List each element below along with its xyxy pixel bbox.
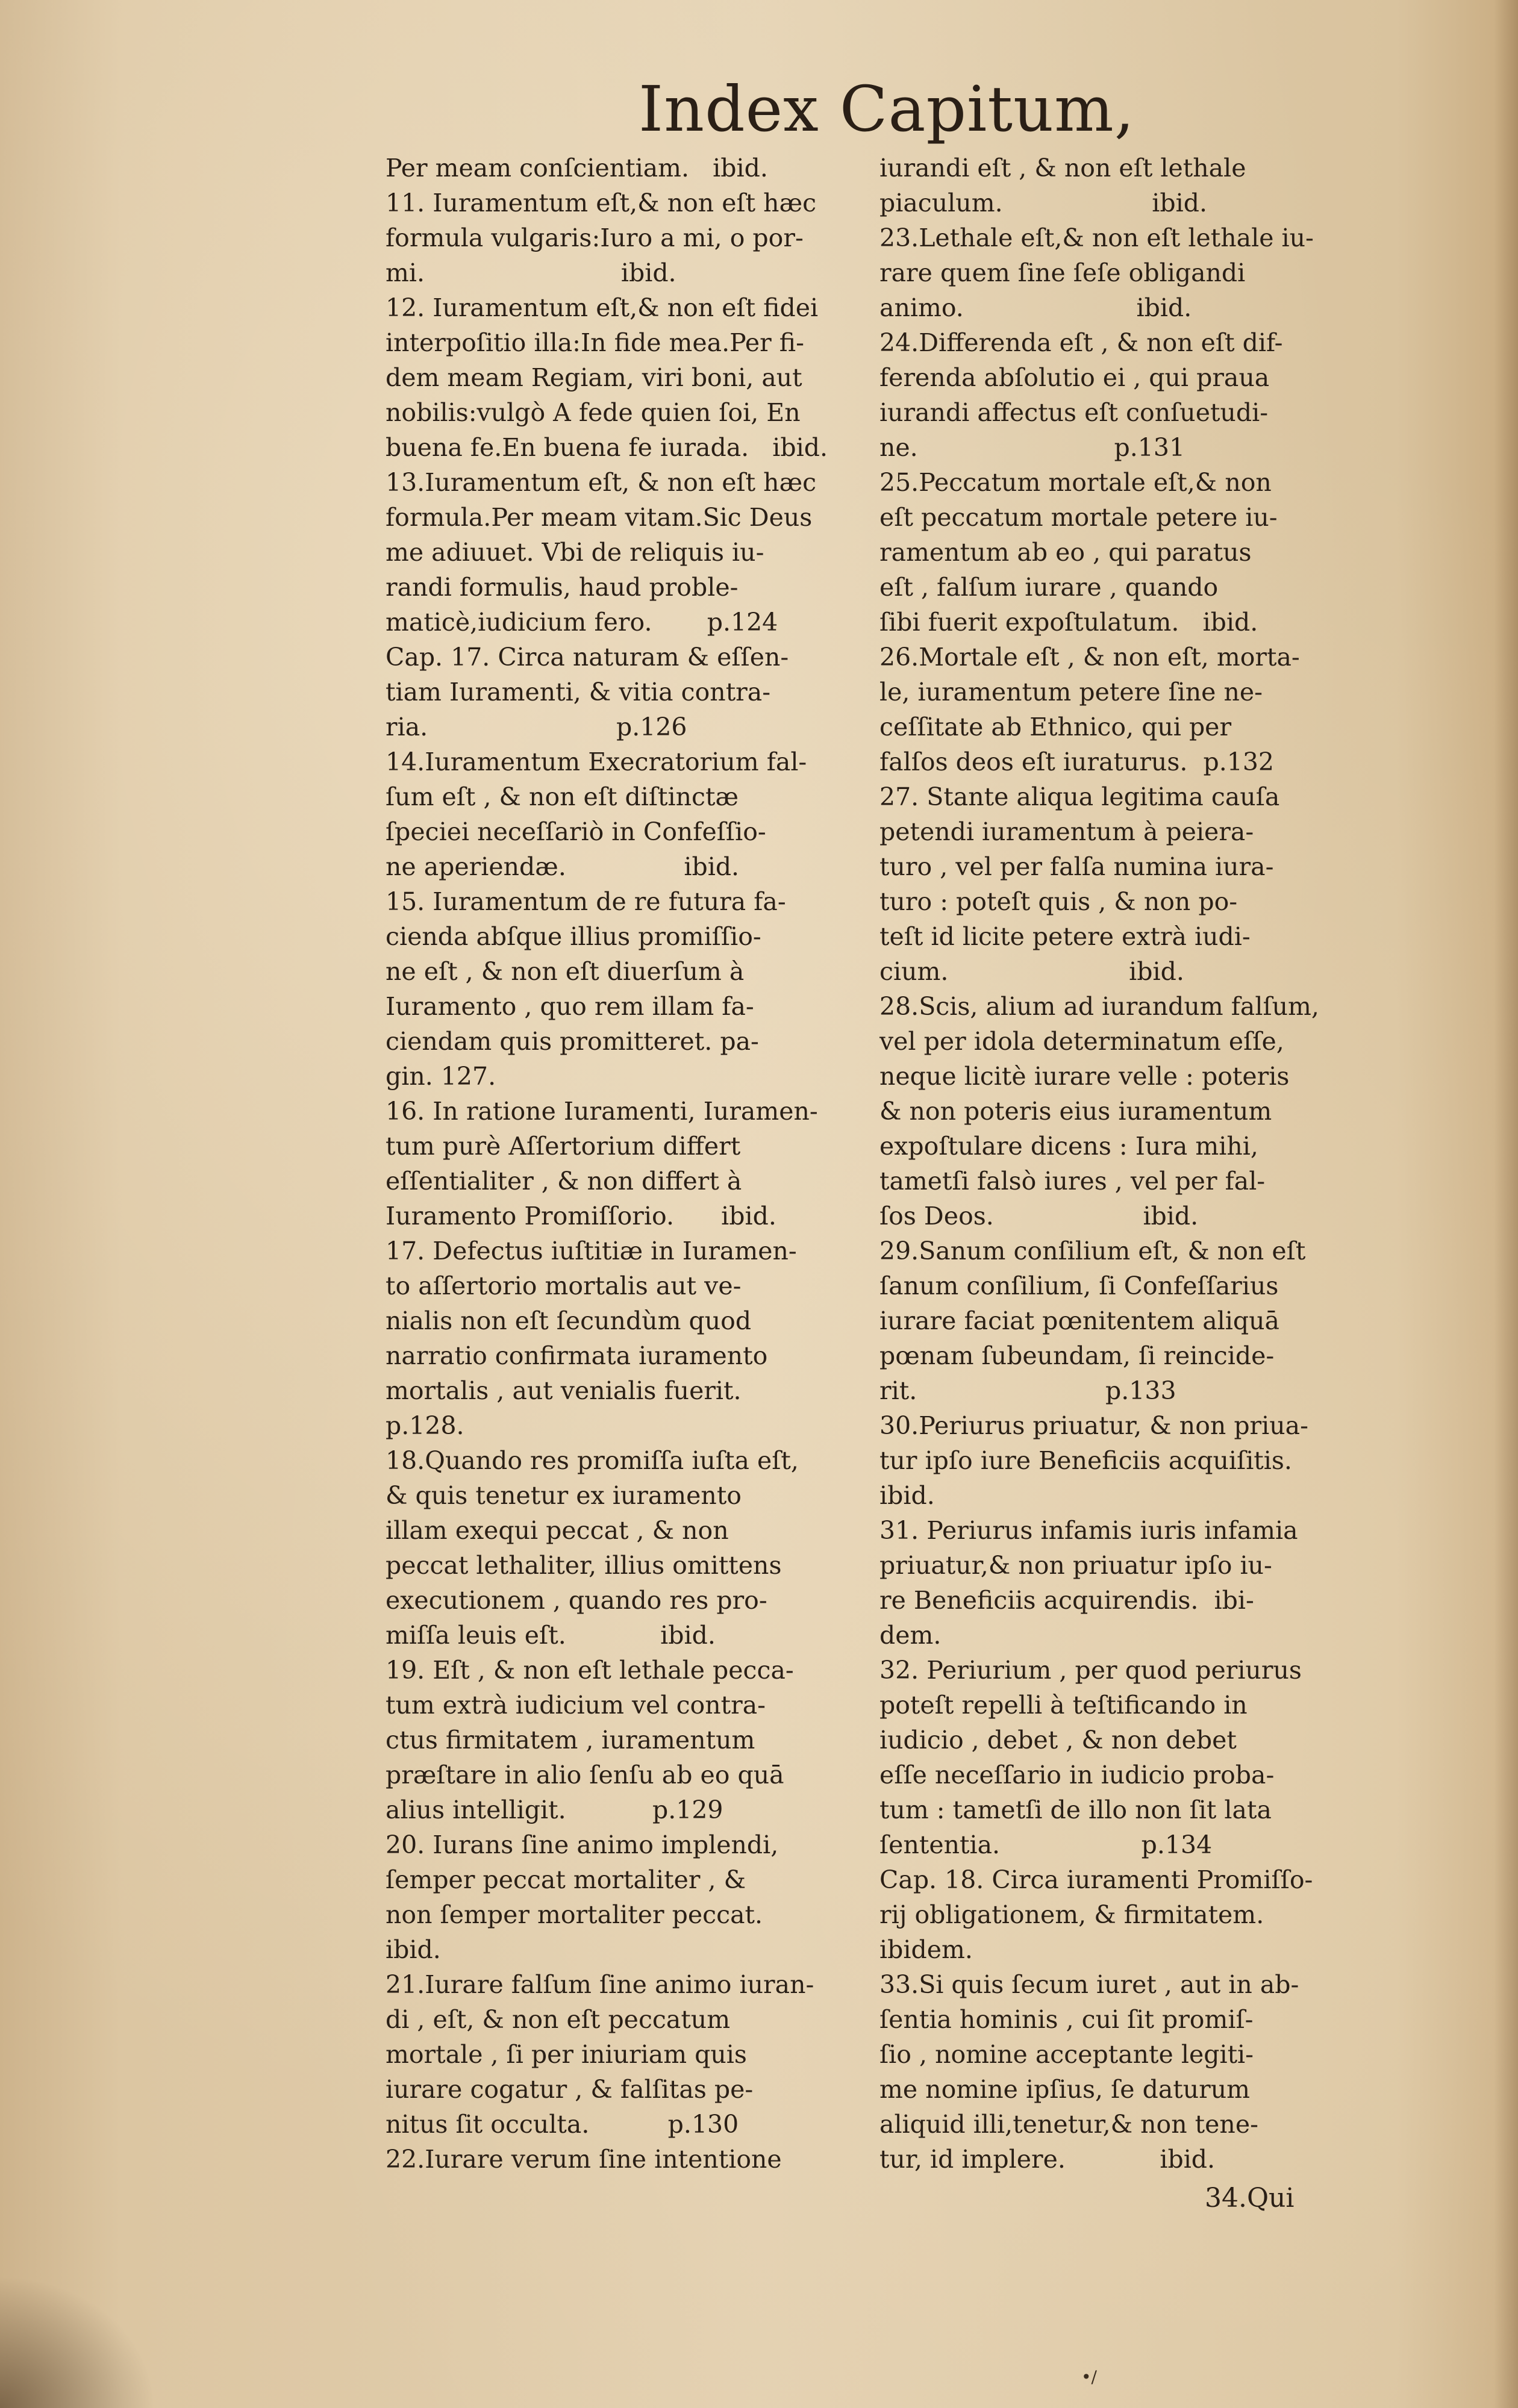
index-line: ibid.: [386, 1935, 441, 1964]
page-title: Index Capitum,: [639, 72, 1135, 146]
index-line: expoſtulare dicens : Iura mihi,: [879, 1132, 1258, 1161]
index-line: ſemper peccat mortaliter , &: [386, 1865, 746, 1894]
index-line: tum extrà iudicium vel contra-: [386, 1691, 766, 1720]
index-line: falſos deos eſt iuraturus. p.132: [879, 747, 1274, 776]
printer-mark: •/: [1081, 2367, 1097, 2387]
index-line: ne eſt , & non eſt diuerſum à: [386, 957, 745, 986]
index-line: ſanum conſilium, ſi Confeſſarius: [879, 1271, 1279, 1300]
index-line: 14.Iuramentum Execratorium fal-: [386, 747, 807, 776]
index-line: 29.Sanum conſilium eſt, & non eſt: [879, 1237, 1306, 1265]
index-line: ſos Deos. ibid.: [879, 1202, 1199, 1231]
index-line: interpoſitio illa:In fide mea.Per fi-: [386, 328, 804, 357]
index-line: 33.Si quis ſecum iuret , aut in ab-: [879, 1970, 1299, 1999]
index-line: dem meam Regiam, viri boni, aut: [386, 363, 802, 392]
index-line: cium. ibid.: [879, 957, 1184, 986]
index-line: iurare faciat pœnitentem aliquā: [879, 1306, 1279, 1335]
index-line: præſtare in alio ſenſu ab eo quā: [386, 1761, 784, 1789]
index-line: non ſemper mortaliter peccat.: [386, 1900, 763, 1929]
index-line: illam exequi peccat , & non: [386, 1516, 729, 1545]
index-line: animo. ibid.: [879, 293, 1192, 322]
index-line: eſſentialiter , & non differt à: [386, 1167, 742, 1196]
index-column-left: [386, 151, 904, 2177]
index-line: neque licitè iurare velle : poteris: [879, 1062, 1290, 1091]
index-line: ſententia. p.134: [879, 1830, 1213, 1859]
index-line: ſentia hominis , cui ſit promiſ-: [879, 2005, 1254, 2034]
index-line: ciendam quis promitteret. pa-: [386, 1027, 759, 1056]
index-line: re Beneficiis acquirendis. ibi-: [879, 1586, 1254, 1615]
index-line: cienda abſque illius promiſſio-: [386, 922, 761, 951]
index-line: 15. Iuramentum de re futura fa-: [386, 887, 786, 916]
index-line: 12. Iuramentum eſt,& non eſt fidei: [386, 293, 819, 322]
index-line: to aſſertorio mortalis aut ve-: [386, 1271, 742, 1300]
page-edge-shadow: [1494, 0, 1518, 2408]
index-line: maticè,iudicium fero. p.124: [386, 608, 778, 637]
index-line: mortalis , aut venialis fuerit.: [386, 1376, 742, 1405]
index-line: mi. ibid.: [386, 258, 676, 287]
index-line: tur ipſo iure Beneficiis acquiſitis.: [879, 1446, 1292, 1475]
index-line: & non poteris eius iuramentum: [879, 1097, 1272, 1126]
index-line: tiam Iuramenti, & vitia contra-: [386, 678, 771, 706]
index-line: tum : tametſi de illo non ſit lata: [879, 1795, 1272, 1824]
index-line: p.128.: [386, 1411, 464, 1440]
index-line: formula vulgaris:Iuro a mi, o por-: [386, 223, 804, 252]
index-line: eſt peccatum mortale petere iu-: [879, 503, 1278, 532]
index-line: 21.Iurare falſum ſine animo iuran-: [386, 1970, 814, 1999]
index-line: ne. p.131: [879, 433, 1185, 462]
index-line: gin. 127.: [386, 1062, 496, 1091]
index-line: pœnam ſubeundam, ſi reincide-: [879, 1341, 1275, 1370]
index-line: alius intelligit. p.129: [386, 1795, 723, 1824]
index-line: 32. Periurium , per quod periurus: [879, 1656, 1302, 1685]
index-line: iurandi eſt , & non eſt lethale: [879, 154, 1246, 182]
index-line: vel per idola determinatum eſſe,: [879, 1027, 1284, 1056]
index-line: Iuramento , quo rem illam fa-: [386, 992, 754, 1021]
index-line: teſt id licite petere extrà iudi-: [879, 922, 1251, 951]
index-line: 19. Eſt , & non eſt lethale pecca-: [386, 1656, 794, 1685]
index-line: 22.Iurare verum ſine intentione: [386, 2145, 782, 2174]
index-line: di , eſt, & non eſt peccatum: [386, 2005, 731, 2034]
index-line: mortale , ſi per iniuriam quis: [386, 2040, 747, 2069]
index-line: ſibi fuerit expoſtulatum. ibid.: [879, 608, 1258, 637]
index-line: executionem , quando res pro-: [386, 1586, 767, 1615]
index-line: nitus ſit occulta. p.130: [386, 2110, 739, 2139]
index-line: petendi iuramentum à peiera-: [879, 817, 1254, 846]
index-line: ferenda abſolutio ei , qui praua: [879, 363, 1270, 392]
index-line: ne aperiendæ. ibid.: [386, 852, 740, 881]
index-line: 24.Differenda eſt , & non eſt dif-: [879, 328, 1283, 357]
index-line: Cap. 18. Circa iuramenti Promiſſo-: [879, 1865, 1313, 1894]
index-line: randi formulis, haud proble-: [386, 573, 739, 602]
index-line: tur, id implere. ibid.: [879, 2145, 1216, 2174]
catchword: 34.Qui: [1205, 2183, 1295, 2213]
index-line: me adiuuet. Vbi de reliquis iu-: [386, 538, 764, 567]
index-line: & quis tenetur ex iuramento: [386, 1481, 742, 1510]
index-line: dem.: [879, 1621, 942, 1650]
index-line: Cap. 17. Circa naturam & eſſen-: [386, 643, 789, 672]
index-line: 30.Periurus priuatur, & non priua-: [879, 1411, 1308, 1440]
index-line: piaculum. ibid.: [879, 189, 1207, 217]
index-line: rij obligationem, & firmitatem.: [879, 1900, 1264, 1929]
index-line: turo , vel per falſa numina iura-: [879, 852, 1274, 881]
index-line: rare quem ſine ſeſe obligandi: [879, 258, 1246, 287]
index-line: turo : poteſt quis , & non po-: [879, 887, 1238, 916]
index-line: 16. In ratione Iuramenti, Iuramen-: [386, 1097, 818, 1126]
index-line: ceſſitate ab Ethnico, qui per: [879, 713, 1232, 741]
index-line: nobilis:vulgò A fede quien ſoi, En: [386, 398, 801, 427]
index-line: tum purè Aſſertorium differt: [386, 1132, 741, 1161]
index-line: eſſe neceſſario in iudicio proba-: [879, 1761, 1275, 1789]
index-line: 27. Stante aliqua legitima cauſa: [879, 782, 1280, 811]
index-line: peccat lethaliter, illius omittens: [386, 1551, 782, 1580]
index-line: priuatur,& non priuatur ipſo iu-: [879, 1551, 1272, 1580]
index-line: ſpeciei neceſſariò in Confeſſio-: [386, 817, 766, 846]
index-line: Iuramento Promiſſorio. ibid.: [386, 1202, 776, 1231]
index-line: 11. Iuramentum eſt,& non eſt hæc: [386, 189, 817, 217]
index-line: iurandi affectus eſt conſuetudi-: [879, 398, 1269, 427]
index-line: ibid.: [879, 1481, 935, 1510]
index-column-right: [879, 151, 1404, 2177]
index-line: ramentum ab eo , qui paratus: [879, 538, 1252, 567]
index-line: poteſt repelli à teſtificando in: [879, 1691, 1248, 1720]
index-line: rit. p.133: [879, 1376, 1176, 1405]
index-line: 13.Iuramentum eſt, & non eſt hæc: [386, 468, 817, 497]
index-line: iudicio , debet , & non debet: [879, 1726, 1237, 1755]
index-line: ria. p.126: [386, 713, 687, 741]
index-line: 23.Lethale eſt,& non eſt lethale iu-: [879, 223, 1314, 252]
index-line: 18.Quando res promiſſa iuſta eſt,: [386, 1446, 799, 1475]
index-line: ſum eſt , & non eſt diſtinctæ: [386, 782, 739, 811]
index-line: Per meam conſcientiam. ibid.: [386, 154, 768, 182]
index-line: me nomine ipſius, ſe daturum: [879, 2075, 1251, 2104]
index-line: narratio confirmata iuramento: [386, 1341, 768, 1370]
index-line: nialis non eſt ſecundùm quod: [386, 1306, 752, 1335]
index-line: ſio , nomine acceptante legiti-: [879, 2040, 1254, 2069]
index-line: 17. Defectus iuſtitiæ in Iuramen-: [386, 1237, 797, 1265]
index-line: ctus firmitatem , iuramentum: [386, 1726, 755, 1755]
index-line: formula.Per meam vitam.Sic Deus: [386, 503, 813, 532]
index-line: 31. Periurus infamis iuris infamia: [879, 1516, 1298, 1545]
page-corner-stain: [0, 2275, 157, 2408]
index-line: eſt , falſum iurare , quando: [879, 573, 1219, 602]
index-line: 28.Scis, alium ad iurandum falſum,: [879, 992, 1319, 1021]
index-line: le, iuramentum petere ſine ne-: [879, 678, 1263, 706]
index-line: aliquid illi,tenetur,& non tene-: [879, 2110, 1258, 2139]
index-line: 20. Iurans ſine animo implendi,: [386, 1830, 779, 1859]
index-line: iurare cogatur , & falſitas pe-: [386, 2075, 754, 2104]
index-line: buena fe.En buena fe iurada. ibid.: [386, 433, 828, 462]
index-line: miſſa leuis eſt. ibid.: [386, 1621, 716, 1650]
index-line: tametſi falsò iures , vel per fal-: [879, 1167, 1266, 1196]
index-line: 25.Peccatum mortale eſt,& non: [879, 468, 1272, 497]
index-line: ibidem.: [879, 1935, 973, 1964]
index-line: 26.Mortale eſt , & non eſt, morta-: [879, 643, 1300, 672]
